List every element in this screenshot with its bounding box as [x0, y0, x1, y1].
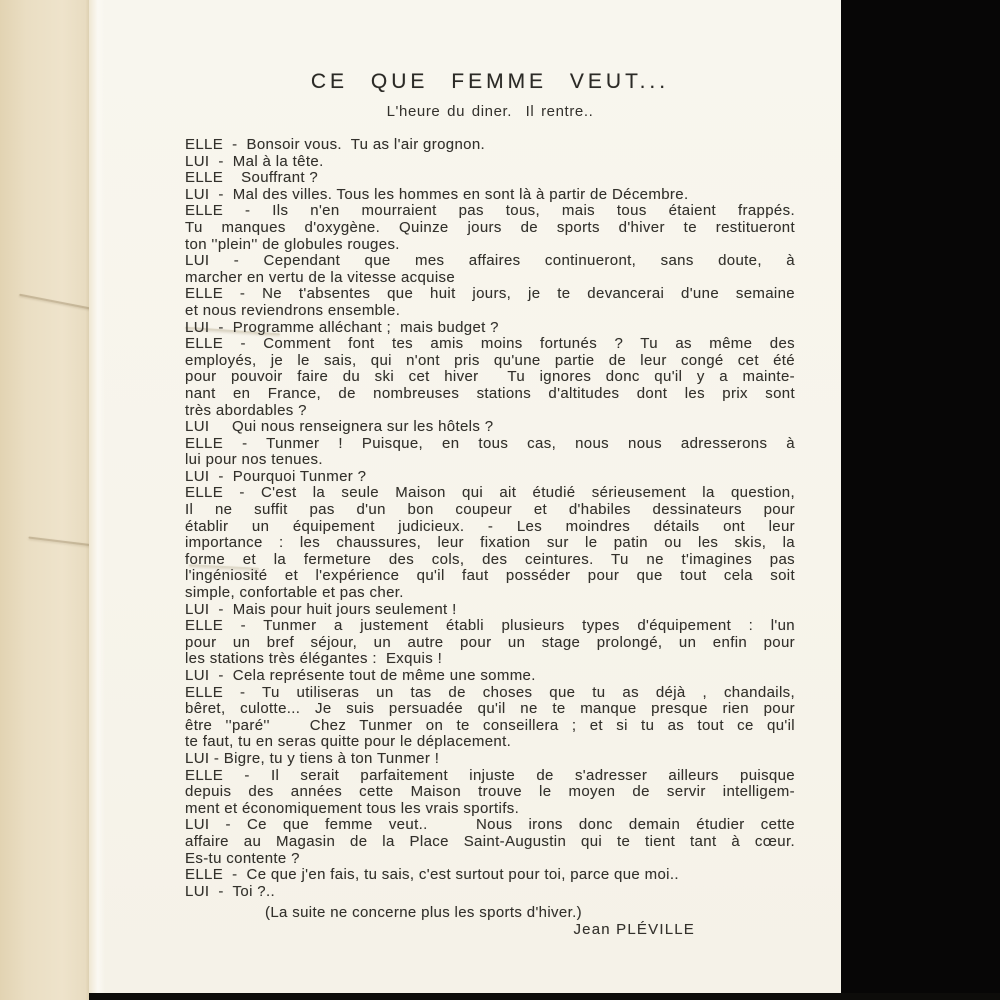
text-line: Il ne suffit pas d'un bon coupeur et d'habiles dessinateurs pour — [185, 501, 795, 519]
text-line: les stations très élégantes : Exquis ! — [185, 650, 443, 668]
text-line: LUI - Programme alléchant ; mais budget ? — [185, 318, 499, 336]
text-line: ton ''plein'' de globules rouges. — [185, 235, 400, 253]
text-line: ELLE - Ne t'absentes que huit jours, je te devancerai d'une semaine — [185, 285, 795, 303]
text-line: LUI - Cependant que mes affaires continueront, sans doute, à — [185, 252, 795, 270]
text-line: lui pour nos tenues. — [185, 451, 323, 469]
text-line: ELLE - Tunmer a justement établi plusieurs types d'équipement : l'un — [185, 617, 795, 635]
text-line: forme et la fermeture des cols, des ceintures. Tu ne t'imagines pas — [185, 550, 795, 568]
text-line: ELLE - Ce que j'en fais, tu sais, c'est surtout pour toi, parce que moi.. — [185, 866, 679, 884]
dialogue-lines — [185, 137, 795, 900]
text-line: ELLE - Bonsoir vous. Tu as l'air grognon. — [185, 136, 486, 153]
text-line: LUI - Mal à la tête. — [185, 152, 324, 170]
footnote: (La suite ne concerne plus les sports d'hiver.) — [265, 904, 582, 922]
text-line: LUI - Cela représente tout de même une somme. — [185, 667, 536, 684]
text-line: LUI - Pourquoi Tunmer ? — [185, 467, 367, 485]
text-line: ELLE - Comment font tes amis moins fortunés ? Tu as même des — [185, 335, 795, 353]
text-line: ELLE Souffrant ? — [185, 169, 319, 187]
closing-block — [185, 905, 795, 938]
author-signature: Jean PLÉVILLE — [573, 920, 695, 938]
text-line: affaire au Magasin de la Place Saint-Augustin qui te tient tant à cœur. — [185, 832, 795, 850]
text-line: Tu manques d'oxygène. Quinze jours de sports d'hiver te restitueront — [185, 218, 795, 236]
text-line: établir un équipement judicieux. - Les moindres détails ont leur — [185, 517, 795, 535]
text-line: ment et économiquement tous les vrais sportifs. — [185, 799, 520, 817]
text-line: LUI - Bigre, tu y tiens à ton Tunmer ! — [185, 749, 440, 767]
text-line: bêret, culotte... Je suis persuadée qu'il ne te manque presque rien pour — [185, 700, 795, 718]
scan-void-bottom — [89, 993, 1000, 1000]
page-title: CE QUE FEMME VEUT... — [310, 70, 670, 93]
text-line: depuis des années cette Maison trouve le moyen de servir intelligem- — [185, 783, 795, 801]
text-line: importance : les chaussures, leur fixation sur le patin ou les skis, la — [185, 534, 795, 552]
text-line: LUI - Mais pour huit jours seulement ! — [185, 600, 457, 618]
text-line: Es-tu contente ? — [185, 849, 300, 867]
text-line: ELLE - Ils n'en mourraient pas tous, mais tous étaient frappés. — [185, 202, 795, 220]
page — [89, 0, 841, 993]
text-line: ELLE - Tu utiliseras un tas de choses que tu as déjà , chandails, — [185, 683, 795, 701]
text-line: LUI - Ce que femme veut.. Nous irons donc demain étudier cette — [185, 816, 795, 834]
text-line: employés, je le sais, qui n'ont pris qu'une partie de leur congé cet été — [185, 351, 795, 369]
text-line: marcher en vertu de la vitesse acquise — [185, 268, 456, 286]
text-line: LUI - Toi ?.. — [185, 882, 276, 900]
adjacent-page-edge — [0, 0, 89, 1000]
text-line: nant en France, de nombreuses stations d'altitudes dont les prix sont — [185, 384, 795, 402]
text-line: l'ingéniosité et l'expérience qu'il faut posséder pour que tout cela soit — [185, 567, 795, 585]
text-line: et nous reviendrons ensemble. — [185, 301, 401, 319]
text-line: LUI - Mal des villes. Tous les hommes en sont là à partir de Décembre. — [185, 185, 689, 203]
text-line: simple, confortable et pas cher. — [185, 584, 404, 602]
text-line: te faut, tu en seras quitte pour le déplacement. — [185, 733, 512, 751]
text-line: LUI Qui nous renseignera sur les hôtels ? — [185, 418, 494, 436]
printed-text-column — [185, 0, 795, 939]
page-fold-highlight — [89, 0, 105, 993]
scan-void-right — [841, 0, 1000, 1000]
text-line: pour un bref séjour, un autre pour un stage prolongé, un enfin pour — [185, 633, 795, 651]
text-line: pour pouvoir faire du ski cet hiver Tu ignores donc qu'il y a mainte- — [185, 368, 795, 386]
text-line: ELLE - Il serait parfaitement injuste de s'adresser ailleurs puisque — [185, 766, 795, 784]
text-line: très abordables ? — [185, 401, 307, 419]
text-line: être ''paré'' Chez Tunmer on te conseillera ; et si tu as tout ce qu'il — [185, 716, 795, 734]
text-line: ELLE - Tunmer ! Puisque, en tous cas, nous nous adresserons à — [185, 434, 795, 452]
text-line: ELLE - C'est la seule Maison qui ait étudié sérieusement la question, — [185, 484, 795, 502]
page-subtitle: L'heure du diner. Il rentre.. — [386, 103, 594, 120]
